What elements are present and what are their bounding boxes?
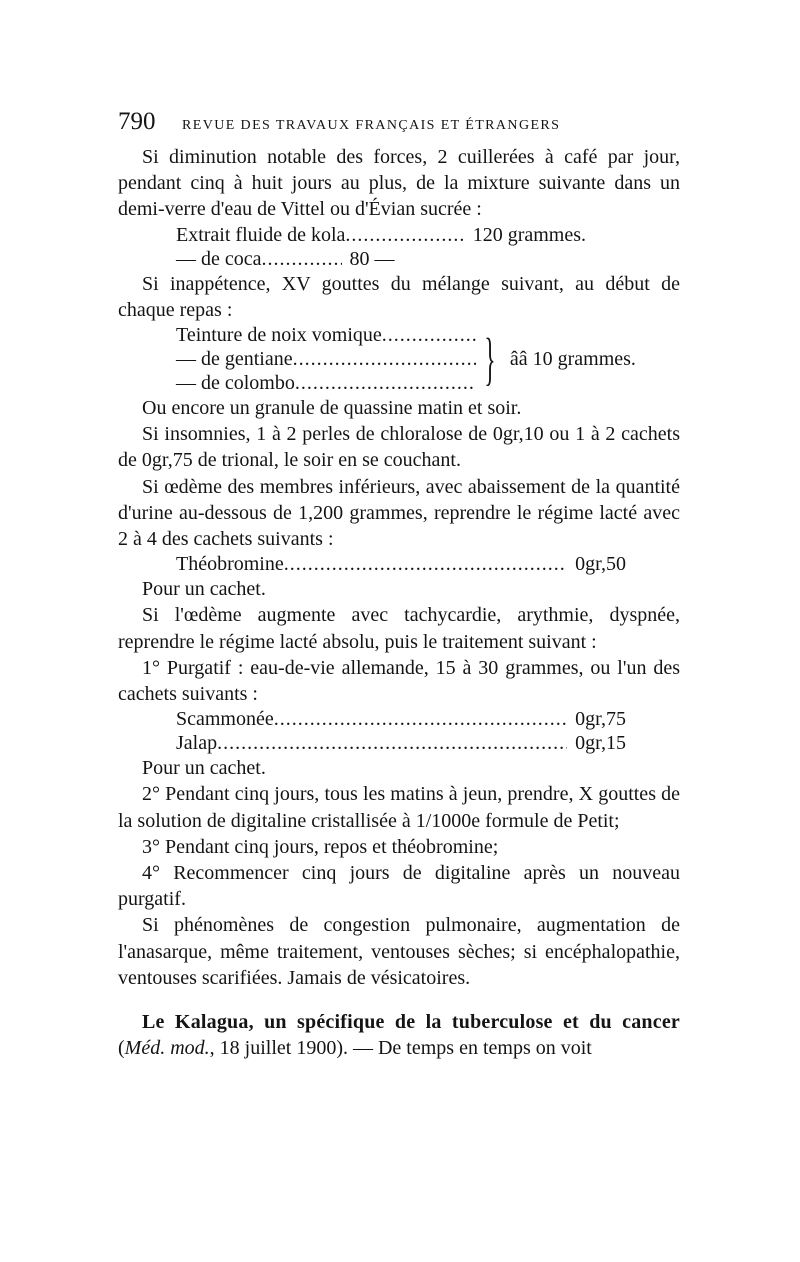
- page-header: [118, 108, 680, 144]
- section-text: , 18 juillet 1900). — De temps en temps on voit: [209, 1037, 592, 1060]
- paragraph: Ou encore un granule de quassine matin et soir.: [142, 397, 522, 420]
- prescription-purgative: [176, 707, 626, 755]
- paragraph: 1° Purgatif : eau-de-vie allemande, 15 à 30 grammes, ou l'un des cachets suivants :: [118, 656, 680, 706]
- prescription-row: [176, 347, 476, 371]
- ingredient: Jalap: [176, 732, 218, 755]
- ingredient: Théobromine: [176, 553, 284, 576]
- ingredient: — de colombo: [176, 372, 295, 395]
- source-journal: Méd. mod.: [124, 1037, 210, 1060]
- quantity: 0gr,15: [575, 732, 626, 755]
- prescription-row: [176, 731, 626, 755]
- paragraph: 3° Pendant cinq jours, repos et théobromine;: [142, 835, 499, 858]
- prescription-row: [176, 371, 476, 395]
- prescription-row: [176, 323, 476, 347]
- prescription-row: [176, 223, 586, 247]
- ingredient: Teinture de noix vomique: [176, 324, 382, 347]
- paragraph: Si l'œdème augmente avec tachycardie, arythmie, dyspnée, reprendre le régime lacté absolu, puis le traitement suivant :: [118, 604, 680, 653]
- ingredient: — de coca: [176, 247, 262, 270]
- quantity: 0gr,50: [575, 553, 626, 576]
- quantity: 80 —: [349, 247, 395, 270]
- prescription-row: [176, 552, 626, 576]
- prescription-kola: [176, 223, 586, 271]
- section-title: Le Kalagua, un spécifique de la tuberculose et du cancer: [142, 1011, 680, 1034]
- section-paragraph: Le Kalagua, un spécifique de la tuberculose et du cancer (Méd. mod., 18 juillet 1900). — De temps en temps on voit: [118, 1011, 680, 1060]
- ingredient: Extrait fluide de kola: [176, 223, 346, 246]
- paragraph: Si phénomènes de congestion pulmonaire, augmentation de l'anasarque, même traitement, ventouses sèches; si encéphalopathie, ventouses scarifiées. Jamais de vésicatoires.: [118, 914, 680, 989]
- running-title: REVUE DES TRAVAUX FRANÇAIS ET ÉTRANGERS: [182, 118, 561, 133]
- paragraph: Pour un cachet.: [142, 757, 266, 780]
- prescription-theobromine: [176, 552, 626, 576]
- quantity: 0gr,75: [575, 708, 626, 731]
- quantity: 120 grammes.: [472, 223, 586, 246]
- prescription-bitters: [176, 323, 680, 395]
- prescription-row: [176, 707, 626, 731]
- paragraph: 2° Pendant cinq jours, tous les matins à jeun, prendre, X gouttes de la solution de digitaline cristallisée à 1/1000e formule de Petit;: [118, 783, 680, 832]
- paragraph: Si inappétence, XV gouttes du mélange suivant, au début de chaque repas :: [118, 272, 680, 321]
- paragraph: Pour un cachet.: [142, 578, 266, 601]
- paragraph: Si œdème des membres inférieurs, avec abaissement de la quantité d'urine au-dessous de 1,200 grammes, reprendre le régime lacté avec 2 à 4 des cachets suivants :: [118, 475, 680, 551]
- page: [118, 108, 680, 1061]
- paragraph: Si insomnies, 1 à 2 perles de chloralose de 0gr,10 ou 1 à 2 cachets de 0gr,75 de trional, le soir en se couchant.: [118, 423, 680, 472]
- brace-mark: }: [484, 326, 496, 392]
- quantity: ââ 10 grammes.: [509, 348, 636, 371]
- paragraph: 4° Recommencer cinq jours de digitaline après un nouveau purgatif.: [118, 862, 680, 911]
- prescription-row: [176, 247, 586, 271]
- page-number: 790: [118, 108, 156, 135]
- paragraph: Si diminution notable des forces, 2 cuillerées à café par jour, pendant cinq à huit jours au plus, de la mixture suivante dans un demi-verre d'eau de Vittel ou d'Évian sucrée :: [118, 146, 680, 221]
- ingredient: Scammonée: [176, 708, 274, 731]
- ingredient: — de gentiane: [176, 348, 293, 371]
